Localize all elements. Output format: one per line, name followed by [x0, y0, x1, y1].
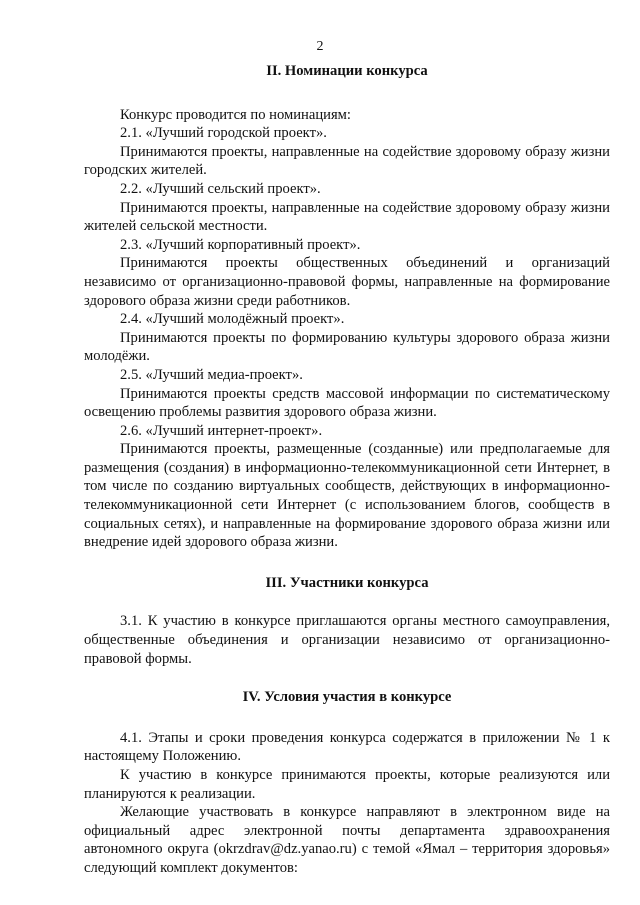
paragraph: 2.4. «Лучший молодёжный проект».: [120, 311, 345, 328]
section-heading-participants: III. Участники конкурса: [265, 574, 429, 591]
page-number: 2: [316, 39, 324, 54]
paragraph: Принимаются проекты, размещенные (созданные) или предполагаемые для размещения (создания) в информационно-телекоммуникационной сети Интернет, в том числе по созданию виртуальных сообществ, действующих в информационно-телекоммуникационной сети Интернет (с использованием блогов, сообществ в социальных сетях), и направленные на формирование здорового образа жизни или внедрение идей здорового образа жизни.: [84, 441, 610, 551]
paragraph: Принимаются проекты общественных объединений и организаций независимо от организационно-правовой формы, направленные на формирование здорового образа жизни среди работников.: [84, 255, 610, 309]
paragraph: Желающие участвовать в конкурсе направляют в электронном виде на официальный адрес электронной почты департамента здравоохранения автономного округа (okrzdrav@dz.yanao.ru) с темой «Ямал – территория здоровья» следующий комплект документов:: [84, 804, 610, 876]
paragraph: К участию в конкурсе принимаются проекты, которые реализуются или планируются к реализации.: [84, 767, 610, 802]
paragraph: Конкурс проводится по номинациям:: [120, 106, 351, 123]
paragraph: 2.5. «Лучший медиа-проект».: [120, 366, 303, 383]
document-body: [84, 62, 610, 878]
paragraph: 3.1. К участию в конкурсе приглашаются органы местного самоуправления, общественные объединения и организации независимо от организационно-правовой формы.: [84, 613, 610, 667]
section-heading-conditions: IV. Условия участия в конкурсе: [242, 689, 452, 706]
paragraph: 4.1. Этапы и сроки проведения конкурса содержатся в приложении № 1 к настоящему Положению.: [84, 729, 610, 765]
section-heading-nominations: II. Номинации конкурса: [266, 63, 428, 79]
paragraph: Принимаются проекты, направленные на содействие здоровому образу жизни жителей сельской местности.: [84, 199, 610, 235]
paragraph: 2.2. «Лучший сельский проект».: [120, 180, 321, 197]
paragraph: Принимаются проекты по формированию культуры здорового образа жизни молодёжи.: [84, 329, 610, 365]
paragraph: Принимаются проекты средств массовой информации по систематическому освещению проблемы развития здорового образа жизни.: [84, 385, 610, 421]
paragraph: 2.1. «Лучший городской проект».: [120, 125, 327, 142]
paragraph: 2.3. «Лучший корпоративный проект».: [120, 236, 361, 253]
paragraph: 2.6. «Лучший интернет-проект».: [120, 422, 323, 439]
paragraph: Принимаются проекты, направленные на содействие здоровому образу жизни городских жителей.: [84, 143, 610, 179]
